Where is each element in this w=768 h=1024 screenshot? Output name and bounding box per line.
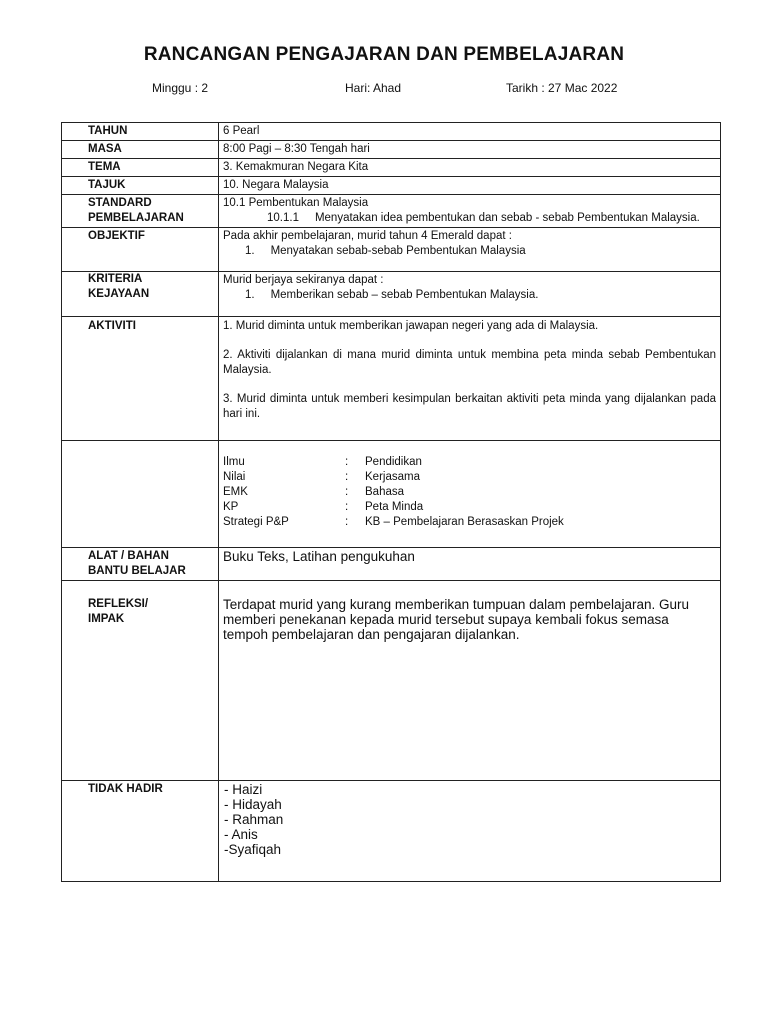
absent-student: -Syafiqah — [224, 842, 282, 857]
row-value-kriteria — [219, 272, 721, 317]
label-line: PEMBELAJARAN — [88, 212, 184, 224]
table-row — [62, 441, 721, 548]
page-title: RANCANGAN PENGAJARAN DAN PEMBELAJARAN — [143, 44, 625, 65]
week-label: Minggu : 2 — [152, 81, 209, 95]
elemen-item — [223, 500, 716, 515]
row-value-elemen — [219, 441, 721, 548]
elemen-value: Bahasa — [365, 486, 405, 498]
standard-line-1: 10.1 Pembentukan Malaysia — [223, 197, 369, 209]
elemen-key: Strategi P&P — [223, 516, 289, 528]
absent-student: - Hidayah — [224, 797, 282, 812]
table-row — [62, 317, 721, 441]
kriteria-line-1: Murid berjaya sekiranya dapat : — [223, 274, 384, 286]
row-value-masa: 8:00 Pagi – 8:30 Tengah hari — [219, 141, 721, 159]
table-row — [62, 272, 721, 317]
row-value-aktiviti — [219, 317, 721, 441]
table-row — [62, 228, 721, 272]
row-label-standard — [62, 195, 219, 228]
elemen-colon: : — [345, 471, 349, 483]
label-line: STANDARD — [88, 197, 152, 209]
elemen-value: KB – Pembelajaran Berasaskan Projek — [365, 516, 564, 528]
elemen-item — [223, 485, 716, 500]
table-row — [62, 548, 721, 581]
row-label-objektif: OBJEKTIF — [62, 228, 219, 272]
table-row — [62, 195, 721, 228]
elemen-item — [223, 515, 716, 530]
label-line: IMPAK — [88, 613, 125, 625]
row-value-standard — [219, 195, 721, 228]
row-value-tajuk: 10. Negara Malaysia — [219, 177, 721, 195]
row-value-tidak-hadir — [219, 781, 721, 882]
table-row — [62, 123, 721, 141]
row-label-alat — [62, 548, 219, 581]
absent-student: - Haizi — [224, 782, 263, 797]
table-row — [62, 141, 721, 159]
row-label-tahun: TAHUN — [62, 123, 219, 141]
elemen-value: Pendidikan — [365, 456, 422, 468]
row-label-tema: TEMA — [62, 159, 219, 177]
label-line: REFLEKSI/ — [88, 598, 149, 610]
date-label: Tarikh : 27 Mac 2022 — [506, 81, 618, 95]
label-line: KRITERIA — [88, 273, 143, 285]
label-line: KEJAYAAN — [88, 288, 150, 300]
elemen-colon: : — [345, 486, 349, 498]
elemen-item — [223, 455, 716, 470]
aktiviti-step-2: 2. Aktiviti dijalankan di mana murid diminta untuk membina peta minda sebab Pembentukan Malaysia. — [223, 349, 716, 376]
table-row — [62, 177, 721, 195]
row-label-refleksi — [62, 581, 219, 781]
row-label-tajuk: TAJUK — [62, 177, 219, 195]
row-label-tidak-hadir: TIDAK HADIR — [62, 781, 219, 882]
absent-student: - Rahman — [224, 812, 284, 827]
elemen-value: Peta Minda — [365, 501, 424, 513]
kriteria-line-2: 1. Memberikan sebab – sebab Pembentukan Malaysia. — [245, 289, 539, 301]
row-label-empty — [62, 441, 219, 548]
row-label-masa: MASA — [62, 141, 219, 159]
elemen-value: Kerjasama — [365, 471, 420, 483]
elemen-colon: : — [345, 501, 349, 513]
table-row — [62, 581, 721, 781]
row-label-kriteria — [62, 272, 219, 317]
elemen-key: EMK — [223, 486, 248, 498]
elemen-colon: : — [345, 456, 349, 468]
objektif-line-2: 1. Menyatakan sebab-sebab Pembentukan Malaysia — [245, 245, 526, 257]
label-line: BANTU BELAJAR — [88, 565, 186, 577]
label-line: ALAT / BAHAN — [88, 550, 169, 562]
elemen-colon: : — [345, 516, 349, 528]
lesson-plan-table — [61, 122, 721, 882]
day-label: Hari: Ahad — [345, 81, 402, 95]
row-label-aktiviti: AKTIVITI — [62, 317, 219, 441]
row-value-alat: Buku Teks, Latihan pengukuhan — [219, 548, 721, 581]
aktiviti-step-1: 1. Murid diminta untuk memberikan jawapan negeri yang ada di Malaysia. — [223, 320, 599, 332]
standard-line-2: 10.1.1 Menyatakan idea pembentukan dan sebab - sebab Pembentukan Malaysia. — [267, 212, 700, 224]
table-row — [62, 159, 721, 177]
absent-student: - Anis — [224, 827, 258, 842]
elemen-key: KP — [223, 501, 239, 513]
row-value-refleksi: Terdapat murid yang kurang memberikan tumpuan dalam pembelajaran. Guru memberi penekanan kepada murid tersebut supaya kembali fokus semasa tempoh pembelajaran dan pengajaran dijalankan. — [219, 581, 721, 781]
row-value-tema: 3. Kemakmuran Negara Kita — [219, 159, 721, 177]
table-row — [62, 781, 721, 882]
row-value-objektif — [219, 228, 721, 272]
row-value-tahun: 6 Pearl — [219, 123, 721, 141]
elemen-key: Ilmu — [223, 456, 245, 468]
elemen-item — [223, 470, 716, 485]
aktiviti-step-3: 3. Murid diminta untuk memberi kesimpulan berkaitan aktiviti peta minda yang dijalankan pada hari ini. — [223, 393, 716, 420]
elemen-key: Nilai — [223, 471, 246, 483]
objektif-line-1: Pada akhir pembelajaran, murid tahun 4 Emerald dapat : — [223, 230, 512, 242]
